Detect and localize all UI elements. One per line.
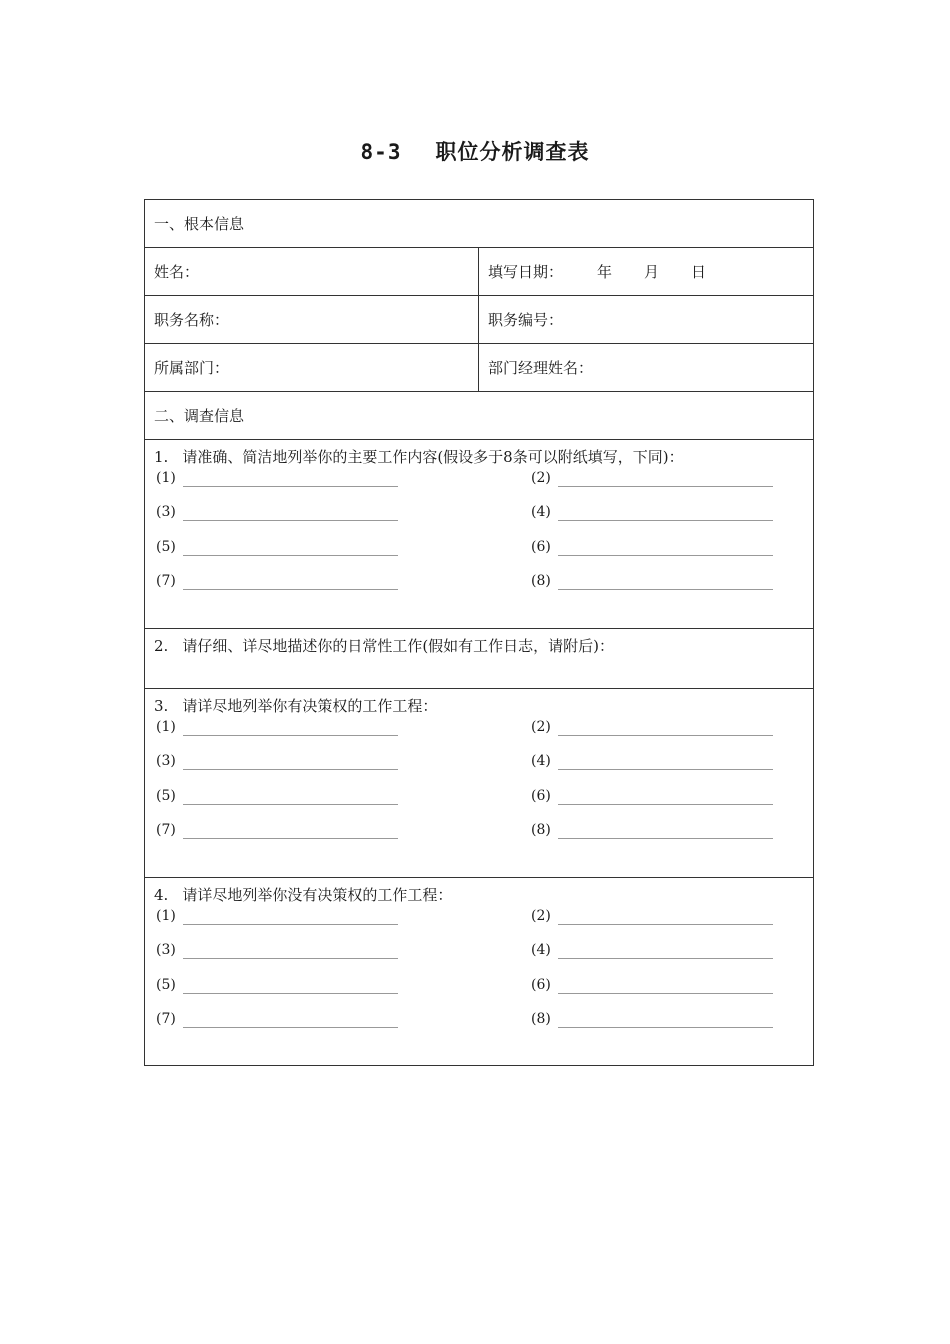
answer-line[interactable] [183,735,398,736]
answer-line[interactable] [558,804,773,805]
question-4-text [154,884,452,905]
name-label: 姓名： [154,263,200,281]
answer-line[interactable] [558,486,773,487]
job-code-label: 职务编号： [488,311,564,329]
question-3: 3. 请详尽地列举你有决策权的工作工程： (1) (2) (3) (4) (5) (6) (7) (8) [145,688,813,877]
row-name-date [145,247,813,295]
question-2[interactable] [145,628,813,688]
date-month: 月 [644,263,660,281]
answer-line[interactable] [183,804,398,805]
answer-line[interactable] [183,1027,398,1028]
answer-line[interactable] [558,589,773,590]
question-4-prompt: 请详尽地列举你没有决策权的工作工程： [182,886,453,904]
answer-line[interactable] [558,958,773,959]
answer-line[interactable] [558,555,773,556]
answer-line[interactable] [183,486,398,487]
section1-header [145,200,813,247]
survey-form [144,199,814,1066]
answer-line[interactable] [183,589,398,590]
row-job [145,295,813,343]
section2-header [145,391,813,439]
job-code-field[interactable] [479,296,813,343]
department-field[interactable] [145,344,479,391]
date-label: 填写日期： [488,263,564,281]
answer-line[interactable] [558,1027,773,1028]
answer-line[interactable] [183,958,398,959]
job-title-field[interactable] [145,296,479,343]
question-3-text [154,695,437,716]
question-1: 1. 请准确、简洁地列举你的主要工作内容(假设多于8条可以附纸填写，下同)： (1) (2) (3) (4) (5) (6) (7) (8) [145,439,813,628]
answer-line[interactable] [558,993,773,994]
manager-field[interactable] [479,344,813,391]
answer-line[interactable] [558,838,773,839]
answer-line[interactable] [183,924,398,925]
page-title [0,136,950,166]
question-1-prompt: 请准确、简洁地列举你的主要工作内容(假设多于8条可以附纸填写，下同)： [182,448,684,466]
answer-line[interactable] [183,555,398,556]
date-day: 日 [691,263,707,281]
title-code: 8-3 [360,140,402,164]
row-department [145,343,813,391]
section2-heading: 二、调查信息 [154,407,245,425]
question-2-text [154,635,614,656]
answer-line[interactable] [558,769,773,770]
title-text: 职位分析调查表 [435,139,590,164]
job-title-label: 职务名称： [154,311,230,329]
answer-line[interactable] [558,924,773,925]
question-2-number: 2. [154,637,169,655]
question-4: 4. 请详尽地列举你没有决策权的工作工程： (1) (2) (3) (4) (5) (6) (7) (8) [145,877,813,1065]
answer-line[interactable] [183,520,398,521]
date-field[interactable] [479,248,813,295]
manager-label: 部门经理姓名： [488,359,594,377]
answer-line[interactable] [183,838,398,839]
answer-line[interactable] [183,993,398,994]
answer-line[interactable] [558,735,773,736]
answer-line[interactable] [558,520,773,521]
question-1-number: 1. [154,448,169,466]
question-2-prompt: 请仔细、详尽地描述你的日常性工作(假如有工作日志，请附后)： [182,637,615,655]
question-3-number: 3. [154,697,169,715]
name-field[interactable] [145,248,479,295]
question-3-prompt: 请详尽地列举你有决策权的工作工程： [182,697,438,715]
question-4-number: 4. [154,886,169,904]
question-1-text [154,446,684,467]
date-year: 年 [597,263,613,281]
answer-line[interactable] [183,769,398,770]
department-label: 所属部门： [154,359,230,377]
section1-heading: 一、根本信息 [154,215,245,233]
